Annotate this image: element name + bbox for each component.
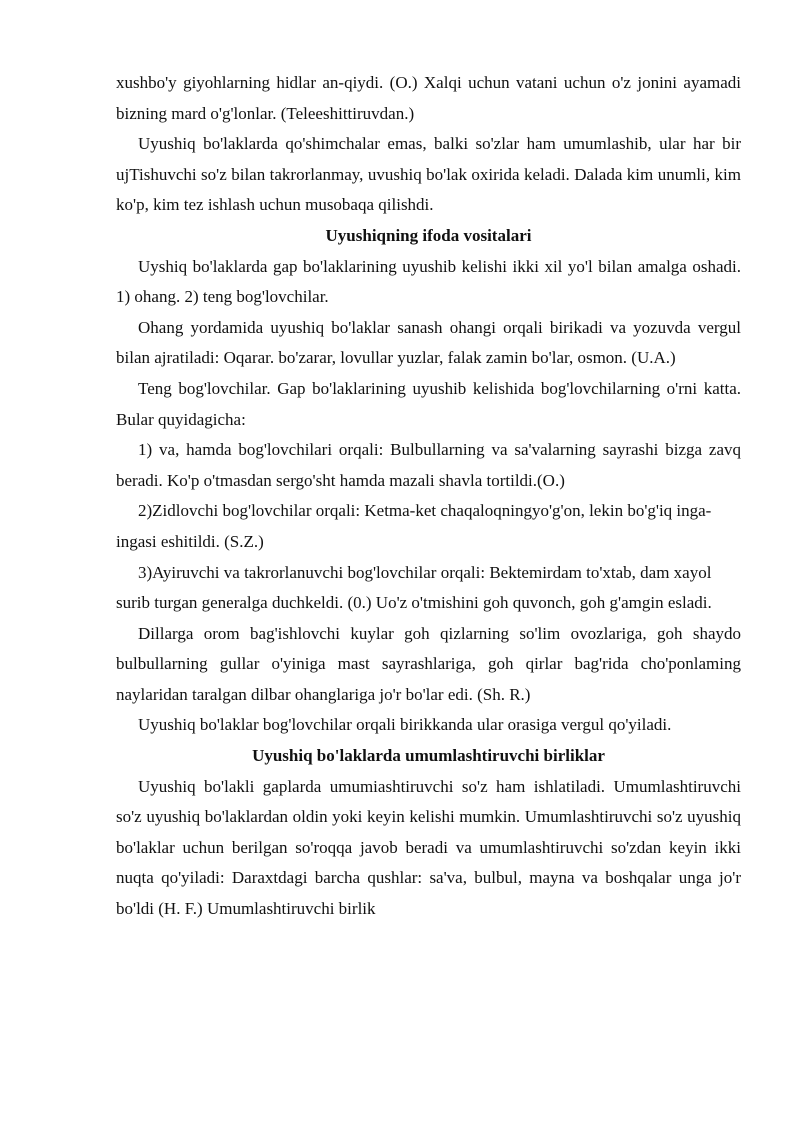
paragraph-va-hamda: 1) va, hamda bog'lovchilari orqali: Bulbullarning va sa'valarning sayrashi bizga zavq beradi. Ko'p o'tmasdan sergo'sht hamda mazali shavla tortildi.(O.): [116, 440, 741, 490]
paragraph-uyushiq-qoshimchalar: Uyushiq bo'laklarda qo'shimchalar emas, balki so'zlar ham umumlashib, ular har bir ujTishuvchi so'z bilan takrorlanmay, uvushiq bo'lak oxirida keladi. Dalada kim unumli, kim ko'p, kim tez ishlash uchun musobaqa qilishdi.: [116, 134, 741, 215]
paragraph-ohang: Ohang yordamida uyushiq bo'laklar sanash ohangi orqali birikadi va yozuvda vergul bilan ajratiladi: Oqarar. bo'zarar, lovullar yuzlar, falak zamin bo'lar, osmon. (U.A.): [116, 317, 741, 368]
paragraph-ayiruvchi: 3)Ayiruvchi va takrorlanuvchi bog'lovchilar orqali: Bektemirdam to'xtab, dam xayol surib turgan generalga duchkeldi. (0.) Uo'z o'tmishini goh quvonch, goh g'amgin esladi.: [116, 562, 712, 613]
paragraph-ikki-xil-yol: Uyshiq bo'laklarda gap bo'laklarining uyushib kelishi ikki xil yo'l bilan amalga oshadi. 1) ohang. 2) teng bog'lovchilar.: [116, 256, 741, 307]
paragraph-dillarga-orom: Dillarga orom bag'ishlovchi kuylar goh qizlarning so'lim ovozlariga, goh shaydo bulbullarning gullar o'yiniga mast sayrashlariga, goh qirlar bag'rida cho'ponlaming naylaridan taralgan dilbar ohanglariga jo'r bo'lar edi. (Sh. R.): [116, 623, 741, 704]
paragraph-continuation: xushbo'y giyohlarning hidlar an-qiydi. (O.) Xalqi uchun vatani uchun o'z jonini ayamadi bizning mard o'g'lonlar. (Teleeshittiruvdan.): [116, 73, 741, 123]
paragraph-vergul-qoyiladi: Uyushiq bo'laklar bog'lovchilar orqali birikkanda ular orasiga vergul qo'yiladi.: [138, 715, 672, 735]
paragraph-umumlashtiruvchi-soz: Uyushiq bo'lakli gaplarda umumiashtiruvchi so'z ham ishlatiladi. Umumlashtiruvchi so'z uyushiq bo'laklardan oldin yoki keyin kelishi mumkin. Umumlashtiruvchi so'z uyushiq bo'laklar uchun berilgan so'roqqa javob beradi va umumlashtiruvchi so'zdan keyin ikki nuqta qo'yiladi: Daraxtdagi barcha qushlar: sa'va, bulbul, mayna va boshqalar unga jo'r bo'ldi (H. F.) Umumlashtiruvchi birlik: [116, 776, 741, 919]
paragraph-zidlovchi: 2)Zidlovchi bog'lovchilar orqali: Ketma-ket chaqaloqningyo'g'on, lekin bo'g'iq inga-ingasi eshitildi. (S.Z.): [116, 501, 712, 551]
paragraph-teng-boglovchilar: Teng bog'lovchilar. Gap bo'laklarining uyushib kelishida bog'lovchilarning o'rni katta. Bular quyidagicha:: [116, 378, 741, 429]
document-page: [116, 68, 741, 925]
heading-umumlashtiruvchi-birliklar: Uyushiq bo'laklarda umumlashtiruvchi birliklar: [252, 746, 605, 766]
heading-ifoda-vositalari: Uyushiqning ifoda vositalari: [325, 225, 532, 245]
